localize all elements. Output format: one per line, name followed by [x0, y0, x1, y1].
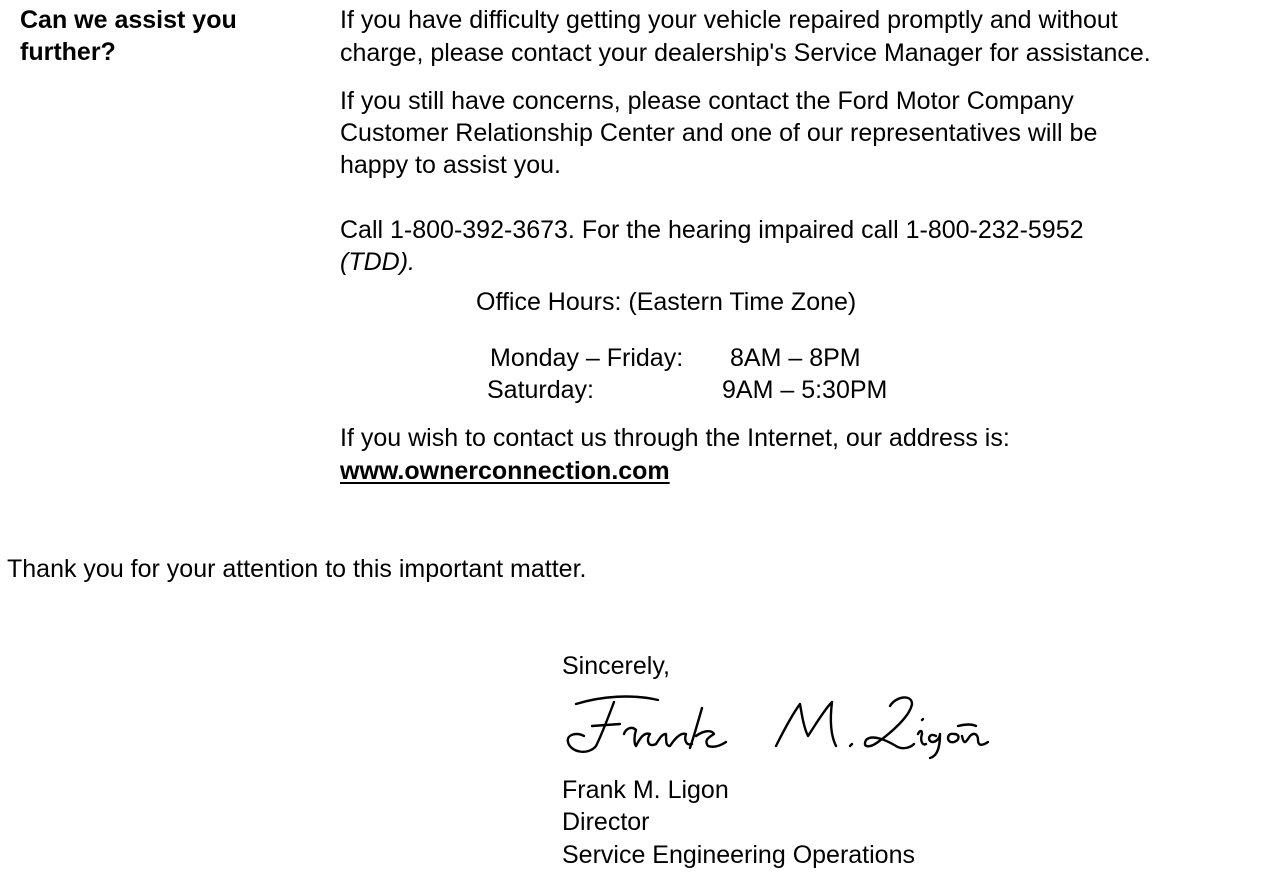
internet-line: If you wish to contact us through the Internet, our address is: [340, 424, 1010, 452]
thanks-line: Thank you for your attention to this important matter. [7, 555, 587, 583]
signer-title: Director [562, 808, 650, 836]
paragraph-2-line1: If you still have concerns, please contact the Ford Motor Company [340, 87, 1074, 115]
call-line: Call 1-800-392-3673. For the hearing impaired call 1-800-232-5952 [340, 216, 1084, 244]
signature [562, 690, 1002, 760]
hours-day-saturday: Saturday: [487, 376, 595, 404]
section-heading-line1: Can we assist you [20, 6, 237, 34]
hours-time-weekday: 8AM – 8PM [730, 344, 861, 372]
signer-name: Frank M. Ligon [562, 776, 729, 804]
signer-department: Service Engineering Operations [562, 841, 915, 869]
paragraph-1-line2: charge, please contact your dealership's Service Manager for assistance. [340, 39, 1151, 67]
paragraph-2-line3: happy to assist you. [340, 151, 561, 179]
paragraph-1-line1: If you have difficulty getting your vehicle repaired promptly and without [340, 6, 1118, 34]
tdd-label: (TDD). [340, 248, 415, 276]
sincerely: Sincerely, [562, 652, 670, 680]
hours-day-weekday: Monday – Friday: [490, 344, 684, 372]
hours-time-saturday: 9AM – 5:30PM [722, 376, 888, 404]
website-link[interactable]: www.ownerconnection.com [340, 457, 670, 485]
section-heading-line2: further? [20, 38, 116, 66]
office-hours-title: Office Hours: (Eastern Time Zone) [476, 288, 857, 316]
paragraph-2-line2: Customer Relationship Center and one of our representatives will be [340, 119, 1098, 147]
